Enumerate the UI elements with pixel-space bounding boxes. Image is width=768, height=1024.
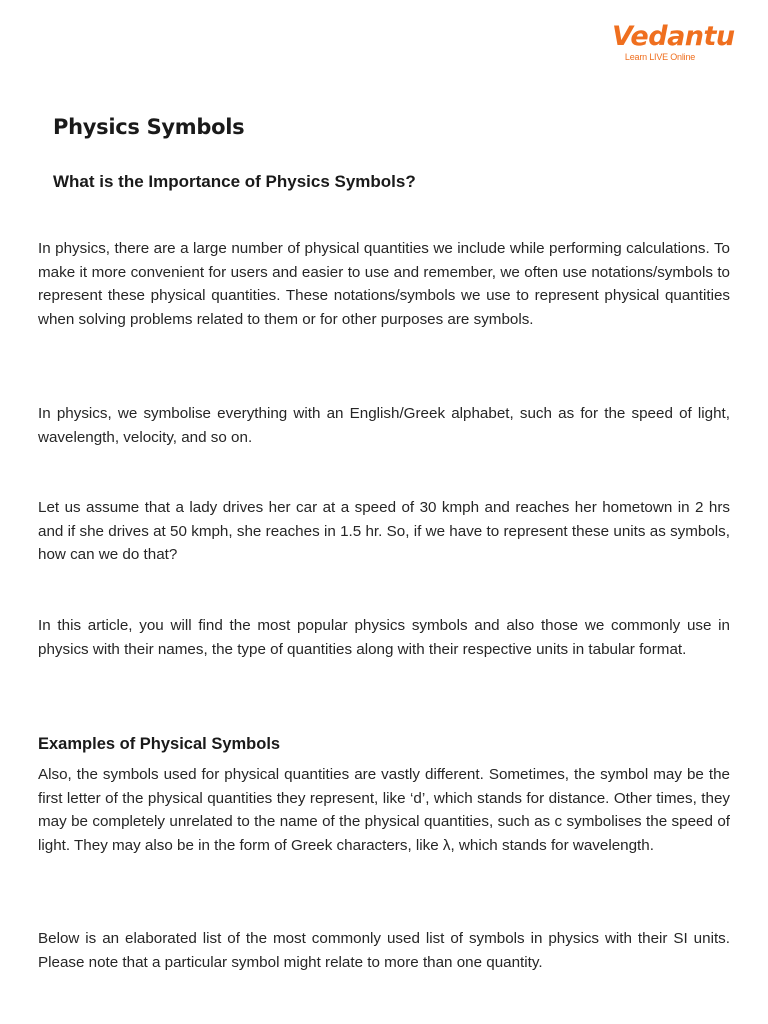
paragraph-intro: In physics, there are a large number of physical quantities we include while performing calculations. To make it more convenient for users and easier to use and remember, we often use notations/symbols to represent these physical quantities. These notations/symbols we use to represent physical quantities when solving problems related to them or for other purposes are symbols. — [38, 240, 730, 328]
section-heading-examples: Examples of Physical Symbols — [38, 735, 281, 753]
page-subtitle: What is the Importance of Physics Symbols? — [53, 172, 416, 191]
paragraph-list-intro: Below is an elaborated list of the most commonly used list of symbols in physics with their SI units. Please note that a particular symbol might relate to more than one quantity. — [38, 930, 730, 971]
paragraph-example-car: Let us assume that a lady drives her car at a speed of 30 kmph and reaches her hometown in 2 hrs and if she drives at 50 kmph, she reaches in 1.5 hr. So, if we have to represent these units as symbols, how can we do that? — [38, 499, 730, 563]
page-title: Physics Symbols — [53, 115, 245, 139]
paragraph-article-overview: In this article, you will find the most popular physics symbols and also those we commonly use in physics with their names, the type of quantities along with their respective units in tabular format. — [38, 617, 730, 658]
vedantu-logo — [612, 20, 735, 63]
paragraph-symbolise: In physics, we symbolise everything with an English/Greek alphabet, such as for the speed of light, wavelength, velocity, and so on. — [38, 405, 730, 446]
logo-tagline: Learn LIVE Online — [624, 52, 696, 62]
paragraph-examples: Also, the symbols used for physical quantities are vastly different. Sometimes, the symbol may be the first letter of the physical quantities they represent, like ‘d’, which stands for distance. Other times, they may be completely unrelated to the name of the physical quantities, such as c symbolises the speed of light. They may also be in the form of Greek characters, like λ, which stands for wavelength. — [38, 766, 730, 854]
logo-wordmark: Vedantu — [612, 21, 735, 52]
